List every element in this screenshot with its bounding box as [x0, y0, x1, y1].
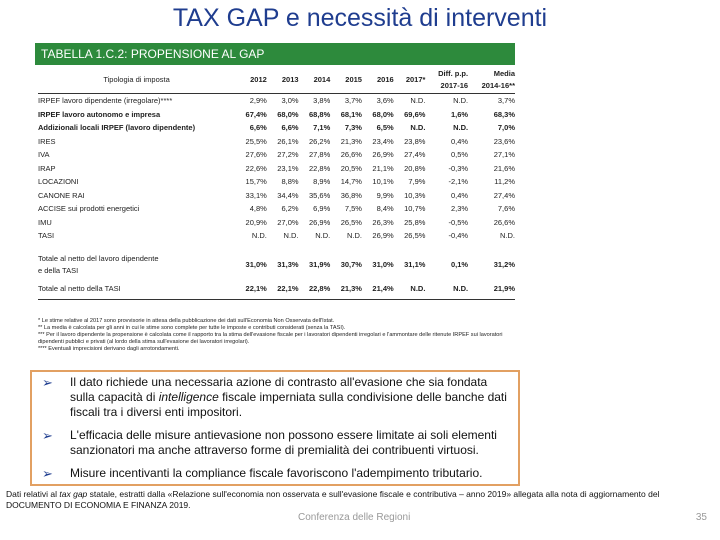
- table-cell: 8,8%: [281, 177, 299, 187]
- table-cell: 68,1%: [340, 109, 362, 119]
- table-cell: N.D.: [315, 231, 331, 241]
- table-cell: N.D.: [500, 231, 515, 241]
- table-cell: 26,9%: [308, 217, 331, 227]
- table-cell: 26,9%: [372, 231, 394, 241]
- table-cell: 36,8%: [340, 190, 362, 200]
- footnote: **** Eventuali imprecisioni derivano dagli arrotondamenti.: [38, 346, 180, 352]
- table-cell: 7,6%: [497, 204, 515, 214]
- arrow-bullet-icon: ➢: [42, 466, 53, 481]
- table-cell: 6,6%: [249, 123, 267, 133]
- table-cell: 26,3%: [372, 217, 394, 227]
- header-cell: Diff. p.p. 2017-16: [425, 67, 468, 94]
- table-cell: 7,9%: [408, 177, 426, 187]
- table-cell: 3,8%: [313, 96, 331, 106]
- table-cell: N.D.: [425, 279, 468, 300]
- lower-section: [0, 370, 720, 524]
- table-row: [38, 108, 515, 122]
- table-cell: IMU: [38, 217, 52, 227]
- header-cell: 2014: [299, 67, 331, 94]
- table-cell: IVA: [38, 150, 50, 160]
- footnote: *** Per il lavoro dipendente la propensione è calcolata come il rapporto tra la stima dell'evasione fiscale per i lavoratori dipendenti irregolari e l'ammontare delle ritenute IRPEF sui lavoratori dipendenti pubblici e privati (al lordo della stima sull'evasione dei lavoratori irregolari).: [38, 332, 503, 345]
- spacer-row: [38, 243, 515, 251]
- table-cell: 23,6%: [493, 136, 515, 146]
- table-cell: 30,7%: [340, 259, 362, 269]
- table-cell: 68,8%: [308, 109, 331, 119]
- table-cell: 33,1%: [245, 190, 267, 200]
- table-cell: -0,4%: [448, 231, 469, 241]
- slide-title: TAX GAP e necessità di interventi: [172, 4, 548, 32]
- table-cell: 7,0%: [497, 123, 515, 133]
- table-cell: 22,8%: [308, 163, 331, 173]
- table-cell: 7,5%: [344, 204, 362, 214]
- table-cell: Addizionali locali IRPEF (lavoro dipendente): [38, 123, 196, 133]
- table-cell: N.D.: [283, 231, 299, 241]
- gap-table: [38, 67, 515, 300]
- table-cell: 8,4%: [376, 204, 394, 214]
- table-cell: 35,6%: [308, 190, 331, 200]
- table-row: [38, 121, 515, 135]
- table-row: [38, 175, 515, 189]
- arrow-bullet-icon: ➢: [42, 428, 53, 443]
- watermark: Conferenza delle Regioni: [298, 512, 411, 523]
- header-cell: 2016: [362, 67, 394, 94]
- table-cell: 27,1%: [493, 150, 515, 160]
- table-cell: 21,1%: [372, 163, 394, 173]
- table-cell: 2,9%: [249, 96, 267, 106]
- footnote: ** La media è calcolata per gli anni in cui le stime sono complete per tutte le imposte e contributi considerati (senza la TASI).: [38, 325, 346, 331]
- table-cell: -0,5%: [448, 217, 469, 227]
- table-cell: 26,2%: [308, 136, 331, 146]
- table-cell: N.D.: [251, 231, 267, 241]
- table-header: [38, 67, 515, 94]
- table-row: [38, 94, 515, 108]
- table-cell: CANONE RAI: [38, 190, 85, 200]
- table-cell: 26,6%: [340, 150, 362, 160]
- table-cell: 27,6%: [245, 150, 267, 160]
- table-cell: 27,8%: [308, 150, 331, 160]
- table-row: [38, 202, 515, 216]
- table-cell: 10,3%: [404, 190, 426, 200]
- table-row: [38, 148, 515, 162]
- table-cell: 22,1%: [235, 279, 267, 300]
- table-cell: 67,4%: [245, 109, 267, 119]
- table-cell: 20,8%: [404, 163, 426, 173]
- table-cell: N.D.: [453, 123, 469, 133]
- table-row: [38, 135, 515, 149]
- total-row: [38, 279, 515, 300]
- table-cell: 21,9%: [468, 279, 515, 300]
- total-row: [38, 251, 515, 279]
- table-cell: 6,6%: [281, 123, 299, 133]
- table-cell: 68,0%: [372, 109, 394, 119]
- table-cell: 23,1%: [277, 163, 299, 173]
- table-cell: 0,5%: [450, 150, 469, 160]
- table-cell: 4,8%: [249, 204, 267, 214]
- table-cell: N.D.: [410, 123, 426, 133]
- table-cell: 27,0%: [277, 217, 299, 227]
- table-title: TABELLA 1.C.2: PROPENSIONE AL GAP: [35, 43, 515, 65]
- table-cell: 2,3%: [450, 204, 469, 214]
- source-note: Dati relativi al tax gap statale, estratti dalla «Relazione sull'economia non osservata e sull'evasione fiscale e contributiva – anno 2019» allegata alla nota di aggiornamento del DOCUMENTO DI ECONOMIA E FINANZA 2019.: [6, 489, 660, 510]
- table-cell: -2,1%: [448, 177, 469, 187]
- table-row: [38, 216, 515, 230]
- header-cell: 2013: [267, 67, 299, 94]
- table-cell: 3,7%: [497, 96, 515, 106]
- table-cell: 11,2%: [494, 177, 515, 187]
- table-cell: IRPEF lavoro autonomo e impresa: [38, 109, 161, 119]
- table-cell: 23,4%: [372, 136, 394, 146]
- table-cell: 68,3%: [493, 109, 515, 119]
- table-cell: 22,8%: [299, 279, 331, 300]
- table-cell: 21,3%: [340, 136, 362, 146]
- table-cell: 69,6%: [404, 109, 426, 119]
- table-cell: 14,7%: [340, 177, 362, 187]
- table-cell: Totale al netto del lavoro dipendente e della TASI: [38, 253, 159, 275]
- table-cell: 3,6%: [376, 96, 394, 106]
- table-cell: 68,0%: [277, 109, 299, 119]
- table-cell: 0,4%: [450, 136, 469, 146]
- table-cell: IRAP: [38, 163, 56, 173]
- bullet-item: ➢ L'efficacia delle misure antievasione non possono essere limitate ai soli elementi sanzionatori ma anche attraverso forme di premialità dei contribuenti virtuosi.: [42, 428, 497, 457]
- table-cell: IRES: [38, 136, 56, 146]
- header-cell: 2017*: [394, 67, 426, 94]
- footnotes: [38, 318, 515, 353]
- table-cell: N.D.: [453, 96, 469, 106]
- table-cell: 25,5%: [245, 136, 267, 146]
- bullet-item: ➢ Misure incentivanti la compliance fiscale favoriscono l'adempimento tributario.: [42, 466, 483, 481]
- table-cell: ACCISE sui prodotti energetici: [38, 204, 140, 214]
- table-row: [38, 162, 515, 176]
- table-cell: 6,2%: [281, 204, 299, 214]
- table-cell: 26,9%: [372, 150, 394, 160]
- table-cell: 9,9%: [376, 190, 394, 200]
- page-number: 35: [695, 512, 707, 523]
- table-cell: 31,2%: [493, 259, 515, 269]
- table-cell: 21,3%: [330, 279, 362, 300]
- table-cell: 10,1%: [372, 177, 394, 187]
- table-row: [38, 229, 515, 243]
- table-cell: 6,5%: [376, 123, 394, 133]
- table-cell: 26,6%: [493, 217, 515, 227]
- table-cell: 31,1%: [404, 259, 426, 269]
- table-cell: 20,9%: [245, 217, 267, 227]
- table-cell: 21,4%: [362, 279, 394, 300]
- table-cell: -0,3%: [448, 163, 469, 173]
- header-cell: Media 2014-16**: [468, 67, 515, 94]
- table-cell: 21,6%: [493, 163, 515, 173]
- table-cell: 27,4%: [404, 150, 426, 160]
- table-cell: TASI: [38, 231, 55, 241]
- table-cell: 22,6%: [245, 163, 267, 173]
- table-cell: 3,7%: [344, 96, 362, 106]
- table-cell: 31,0%: [245, 259, 267, 269]
- table-cell: 20,5%: [340, 163, 362, 173]
- table-row: [38, 189, 515, 203]
- table-cell: 27,2%: [277, 150, 299, 160]
- table-cell: Totale al netto della TASI: [38, 279, 235, 300]
- header-cell: 2012: [235, 67, 267, 94]
- header-cell: Tipologia di imposta: [38, 67, 235, 94]
- table-cell: 7,1%: [313, 123, 331, 133]
- table-cell: 31,0%: [372, 259, 394, 269]
- table-cell: 31,9%: [308, 259, 331, 269]
- table-cell: 8,9%: [313, 177, 331, 187]
- table-cell: 1,6%: [450, 109, 469, 119]
- bullet-box: [30, 370, 520, 486]
- table-cell: 23,8%: [404, 136, 426, 146]
- table-cell: N.D.: [410, 96, 426, 106]
- table-cell: LOCAZIONI: [38, 177, 79, 187]
- table-cell: 15,7%: [245, 177, 267, 187]
- table-cell: N.D.: [346, 231, 362, 241]
- table-cell: 26,1%: [277, 136, 299, 146]
- header-cell: 2015: [330, 67, 362, 94]
- table-cell: 10,7%: [404, 204, 426, 214]
- table-cell: 0,4%: [450, 190, 469, 200]
- table-cell: 22,1%: [267, 279, 299, 300]
- table-cell: 34,4%: [277, 190, 299, 200]
- table-cell: 27,4%: [493, 190, 515, 200]
- table-cell: 26,5%: [340, 217, 362, 227]
- table-cell: 0,1%: [450, 259, 469, 269]
- arrow-bullet-icon: ➢: [42, 375, 53, 390]
- table-cell: 31,3%: [277, 259, 299, 269]
- table-cell: N.D.: [394, 279, 426, 300]
- table-cell: 3,0%: [281, 96, 299, 106]
- table-cell: 6,9%: [313, 204, 331, 214]
- bullet-item: ➢ Il dato richiede una necessaria azione di contrasto all'evasione che sia fondata sulla capacità di intelligence fiscale imperniata sulla condivisione delle banche dati fiscali tra i diversi enti impositori.: [42, 375, 507, 419]
- footnote: * Le stime relative al 2017 sono provvisorie in attesa della pubblicazione dei dati sull'Economia Non Osservata dell'Istat.: [38, 318, 335, 324]
- table-cell: 26,5%: [404, 231, 426, 241]
- table-cell: 7,3%: [344, 123, 362, 133]
- table-cell: 25,8%: [404, 217, 426, 227]
- table-cell: IRPEF lavoro dipendente (irregolare)****: [38, 96, 173, 106]
- slide-meta: [0, 512, 715, 524]
